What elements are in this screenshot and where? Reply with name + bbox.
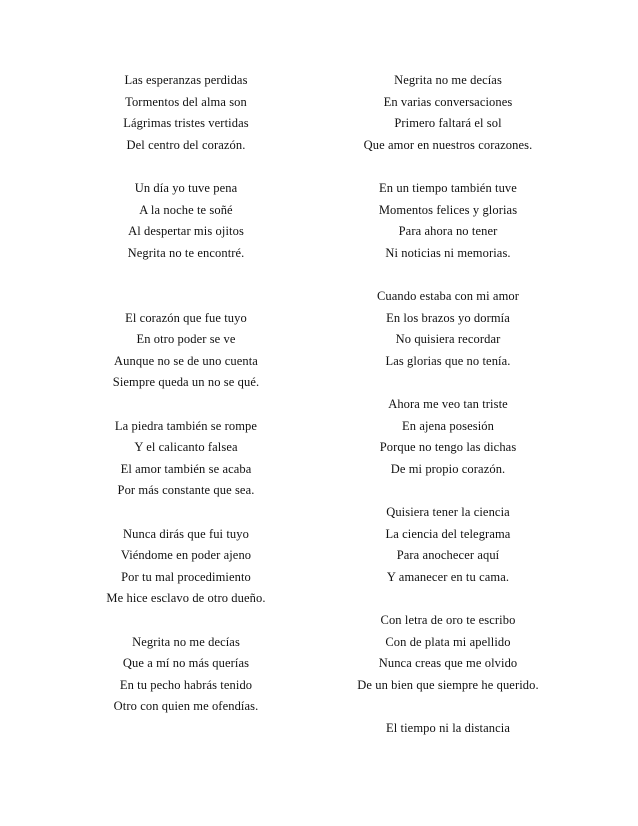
verse-line: La piedra también se rompe [114, 418, 258, 433]
verse-line: Ahora me veo tan triste [388, 397, 508, 411]
verse-line: Con de plata mi apellido [385, 634, 511, 649]
verse-line: Las glorias que no tenía. [385, 353, 511, 368]
verse-line: Quisiera tener la ciencia [386, 505, 510, 519]
verse-line: Siempre queda un no se qué. [112, 375, 260, 390]
verse-line: Nunca creas que me olvido [378, 656, 518, 671]
verse-line: No quisiera recordar [395, 332, 501, 347]
verse-line: Al despertar mis ojitos [128, 224, 244, 239]
verse-line: Y amanecer en tu cama. [386, 569, 510, 584]
verse-line: A la noche te soñé [139, 202, 233, 217]
verse-line: Por tu mal procedimiento [121, 569, 251, 584]
verse-line: Que a mí no más querías [122, 656, 250, 671]
verse-line: En un tiempo también tuve [379, 181, 517, 195]
verse-line: En los brazos yo dormía [386, 310, 510, 325]
verse-line: Viéndome en poder ajeno [120, 548, 252, 563]
verse-line: Porque no tengo las dichas [379, 440, 517, 455]
verse-line: Tormentos del alma son [125, 94, 247, 109]
verse-line: Por más constante que sea. [117, 483, 255, 498]
verse-line: Del centro del corazón. [126, 137, 246, 152]
verse-line: En tu pecho habrás tenido [119, 677, 253, 692]
verse-line: De un bien que siempre he querido. [357, 677, 539, 692]
verse-line: En ajena posesión [402, 418, 494, 433]
verse-line: Primero faltará el sol [394, 116, 502, 131]
verse-line: En otro poder se ve [136, 332, 236, 347]
verse-line: De mi propio corazón. [390, 461, 506, 476]
verse-line: En varias conversaciones [383, 94, 513, 109]
verse-line: Negrita no me decías [394, 73, 502, 87]
verse-line: Momentos felices y glorias [378, 202, 518, 217]
verse-line: Las esperanzas perdidas [124, 73, 248, 87]
verse-line: Ni noticias ni memorias. [385, 245, 511, 260]
verse-line: El corazón que fue tuyo [125, 310, 247, 325]
verse-line: Un día yo tuve pena [134, 181, 238, 195]
verse-line: Otro con quien me ofendías. [113, 699, 259, 714]
verse-line: Negrita no me decías [132, 634, 240, 649]
verse-line: Aunque no se de uno cuenta [114, 353, 258, 368]
verse-line: Que amor en nuestros corazones. [363, 137, 533, 152]
verse-line: El amor también se acaba [120, 461, 252, 476]
verse-line: Me hice esclavo de otro dueño. [106, 591, 266, 606]
verse-line: Con letra de oro te escribo [380, 613, 516, 627]
verse-line: Cuando estaba con mi amor [376, 289, 520, 303]
verse-line: Para anochecer aquí [396, 548, 500, 563]
verse-line: Nunca dirás que fui tuyo [123, 526, 249, 541]
verse-line: El tiempo ni la distancia [386, 721, 510, 735]
verse-line: Para ahora no tener [398, 224, 498, 239]
verse-line: La ciencia del telegrama [385, 526, 511, 541]
verse-line: Y el calicanto falsea [134, 440, 238, 455]
verse-line: Lágrimas tristes vertidas [123, 116, 249, 131]
verse-line: Negrita no te encontré. [127, 245, 245, 260]
